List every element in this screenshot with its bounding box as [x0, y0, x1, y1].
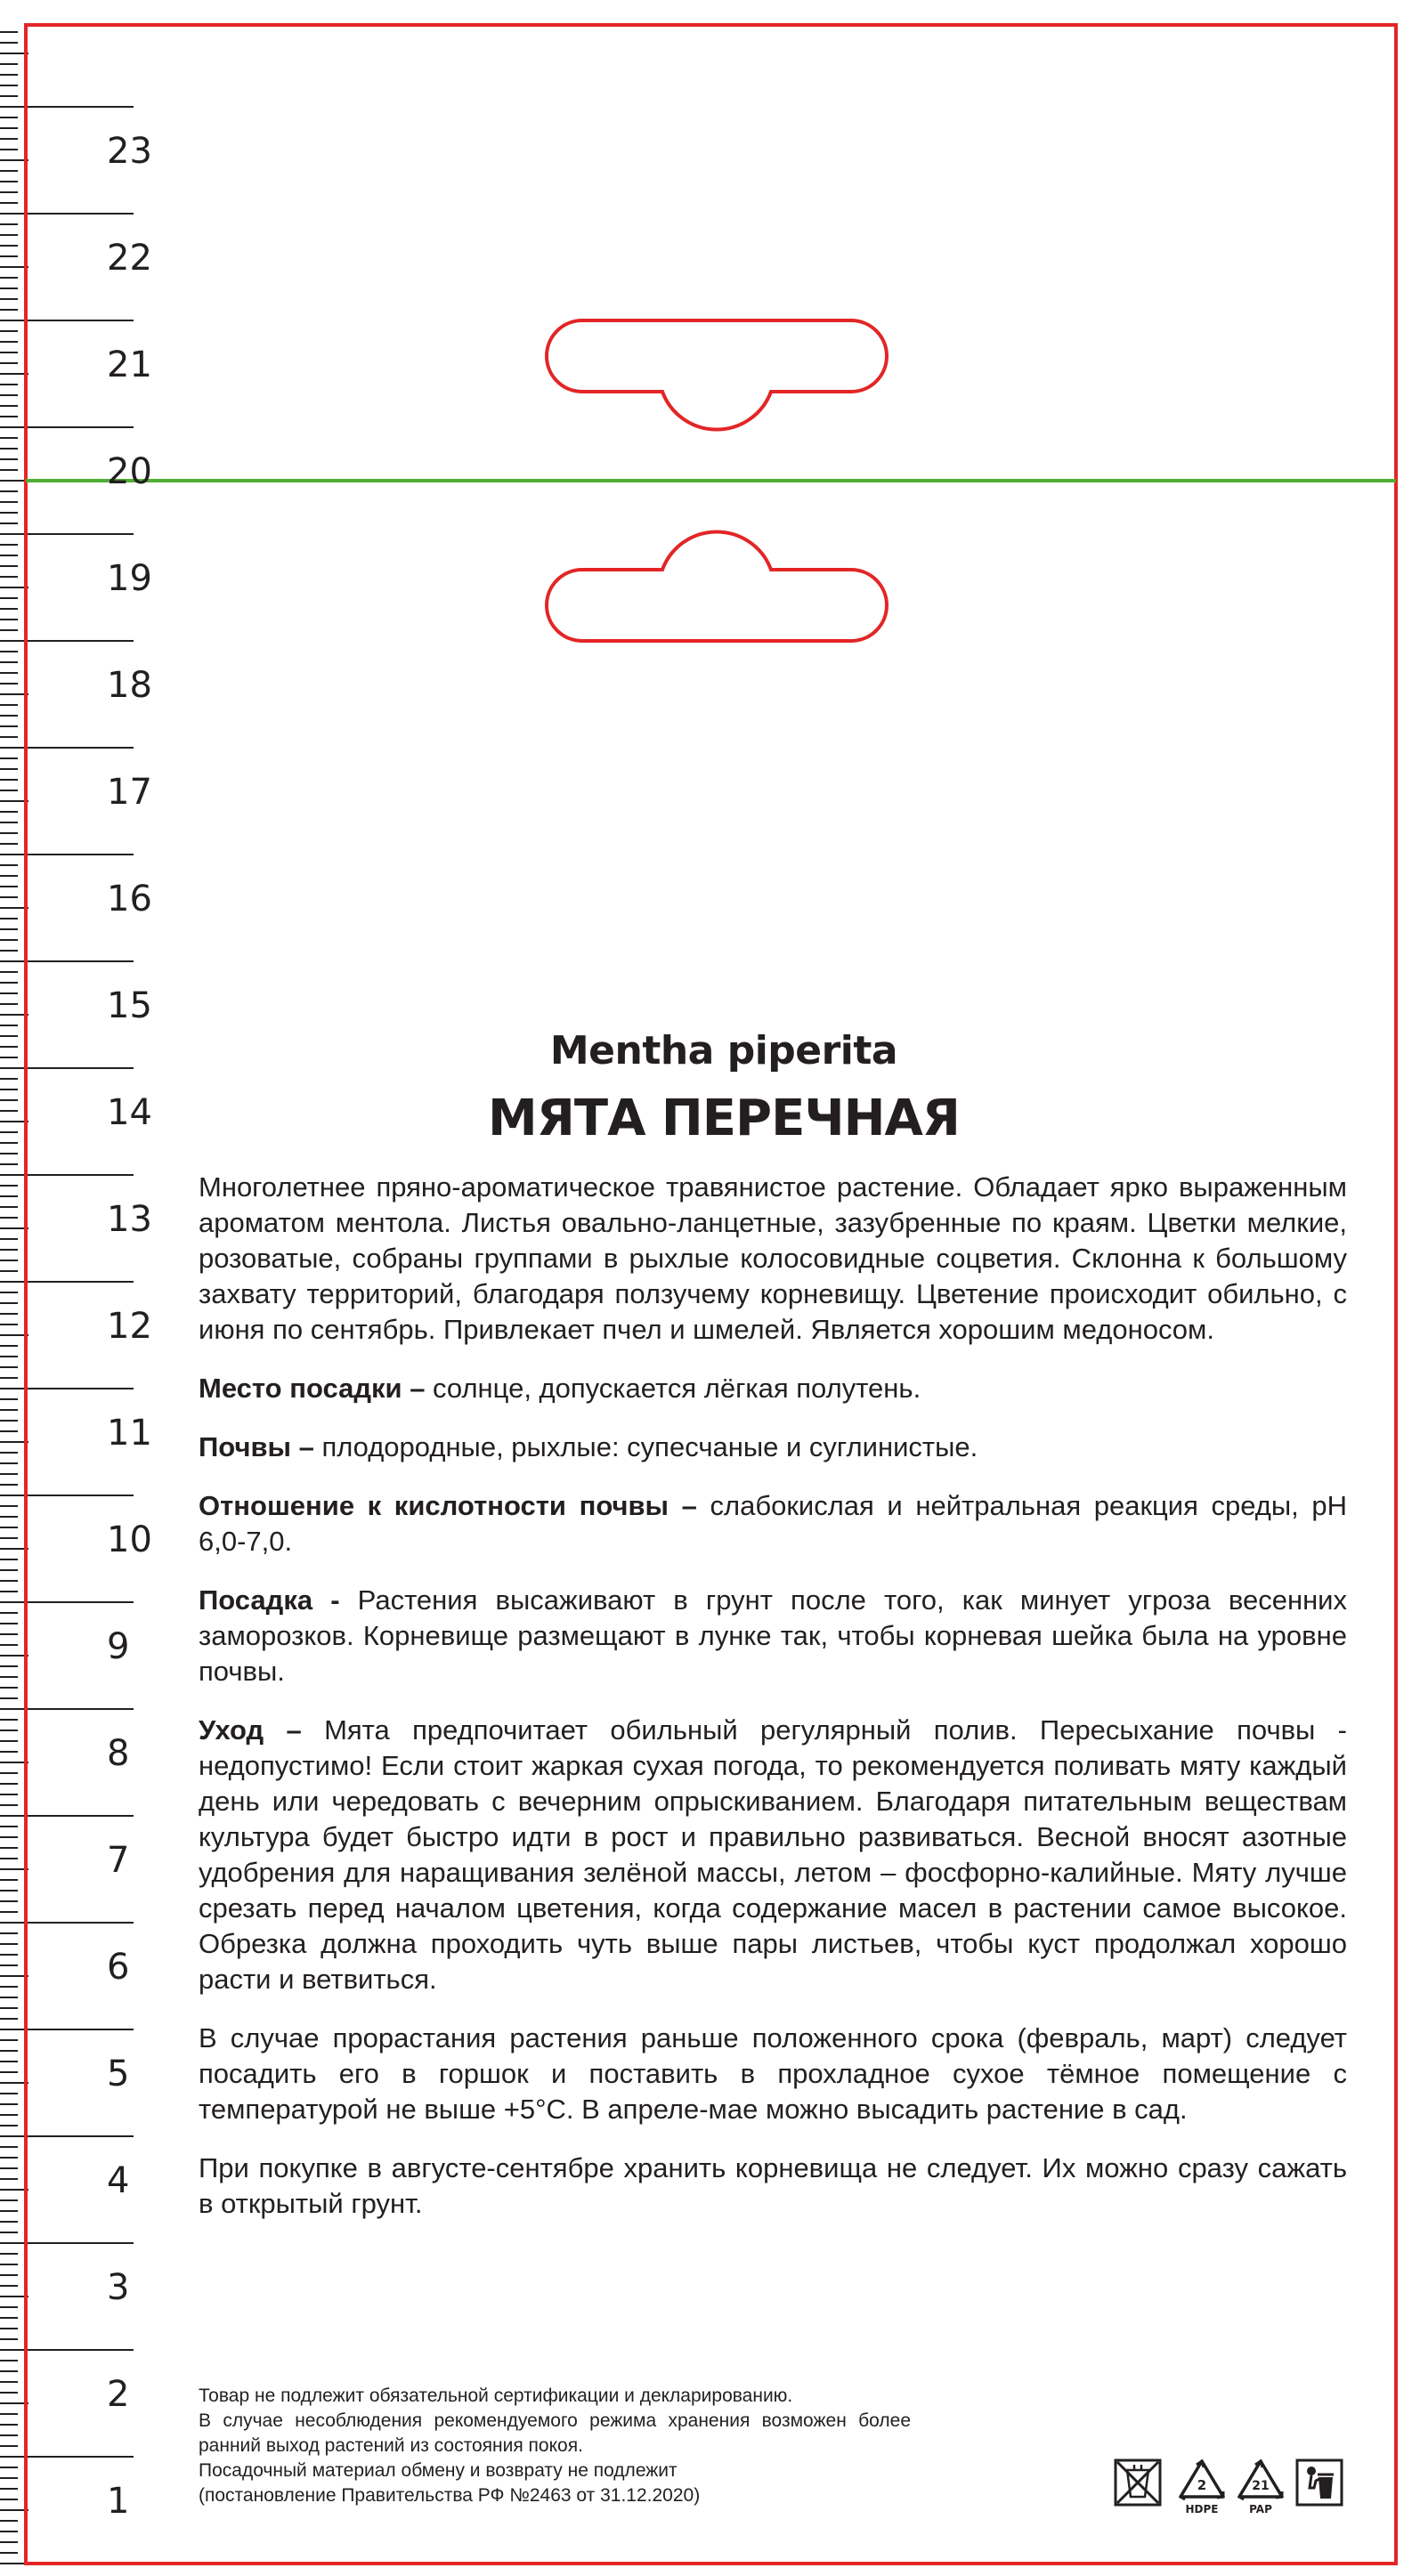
hang-slot-upper [547, 320, 887, 430]
product-title: МЯТА ПЕРЕЧНАЯ [488, 1090, 960, 1147]
acidity-paragraph [199, 1488, 1347, 1559]
pap-number: 21 [1252, 2479, 1270, 2493]
recycle-hdpe-icon [1177, 2458, 1227, 2516]
ruler-number: 19 [107, 558, 152, 599]
ruler-number: 15 [107, 985, 152, 1026]
no-food-contact-icon [1113, 2458, 1163, 2516]
ruler-number: 9 [107, 1626, 130, 1667]
soil-paragraph [199, 1430, 1347, 1465]
location-text: солнце, допускается лёгкая полутень. [425, 1373, 921, 1404]
ruler-number: 4 [107, 2160, 130, 2201]
recycle-pap-icon [1236, 2458, 1286, 2516]
intro-paragraph: Многолетнее пряно-ароматическое травянистое растение. Обладает ярко выраженным ароматом ментола. Листья овально-ланцетные, зазубренные по краям. Цветки мелкие, розоватые, собраны группами в рыхлые колосовидные соцветия. Склонна к большому захвату территорий, благодаря ползучему корневищу. Цветение происходит обильно, с июня по сентябрь. Привлекает пчел и шмелей. Является хорошим медоносом. [199, 1171, 1347, 1345]
latin-name: Mentha piperita [549, 1028, 898, 1073]
planting-paragraph [199, 1583, 1347, 1689]
footer-line-exchange: Посадочный материал обмену и возврату не подлежит [199, 2460, 678, 2481]
ruler-number: 23 [107, 131, 152, 172]
ruler-number: 16 [107, 879, 152, 919]
ruler-number: 17 [107, 772, 152, 813]
location-label: Место посадки – [199, 1373, 426, 1404]
ruler-number: 8 [107, 1733, 130, 1774]
ruler-number: 1 [107, 2481, 130, 2522]
care-paragraph [199, 1713, 1347, 1997]
acidity-label: Отношение к кислотности почвы – [199, 1490, 697, 1521]
ruler-number: 12 [107, 1306, 152, 1347]
planting-text: Растения высаживают в грунт после того, как минует угроза весенних заморозков. Корневище размещают в лунке так, чтобы корневая шейка была на уровне почвы. [199, 1584, 1348, 1687]
ruler-number: 13 [107, 1199, 152, 1240]
footer-line-storage: В случае несоблюдения рекомендуемого режима хранения возможен более ранний выход растений из состояния покоя. [199, 2410, 911, 2456]
footer-line-decree: (постановление Правительства РФ №2463 от 31.12.2020) [199, 2485, 701, 2506]
ruler-number: 6 [107, 1947, 130, 1988]
ruler-number: 14 [107, 1092, 152, 1133]
soil-label: Почвы – [199, 1431, 314, 1462]
ruler-number: 2 [107, 2374, 130, 2415]
soil-text: плодородные, рыхлые: супесчаные и суглинистые. [313, 1431, 978, 1462]
ruler-number: 11 [107, 1413, 152, 1454]
ruler-number: 21 [107, 344, 152, 385]
ruler-number: 7 [107, 1840, 130, 1881]
location-paragraph [199, 1371, 1347, 1406]
hdpe-label: HDPE [1185, 2503, 1219, 2515]
care-text: Мята предпочитает обильный регулярный полив. Пересыхание почвы - недопустимо! Если стоит жаркая сухая погода, то рекомендуется поливать мяту каждый день или чередовать с вечерним опрыскиванием. Благодаря питательным веществам культура будет быстро идти в рост и правильно развиваться. Весной вносят азотные удобрения для наращивания зелёной массы, летом – фосфорно-калийные. Мяту лучше срезать перед началом цветения, когда содержание масел в растении самое высокое. Обрезка должна проходить чуть выше пары листьев, чтобы куст продолжал хорошо расти и ветвиться. [199, 1714, 1347, 1995]
ruler-number: 10 [107, 1519, 152, 1560]
planting-label: Посадка - [199, 1584, 340, 1616]
ruler-number: 20 [107, 451, 152, 492]
ruler-number: 3 [107, 2267, 130, 2308]
ruler-number: 5 [107, 2054, 130, 2094]
sprouting-paragraph: В случае прорастания растения раньше положенного срока (февраль, март) следует посадить его в горшок и поставить в прохладное сухое тёмное помещение с температурой не выше +5°C. В апреле-мае можно высадить растение в сад. [199, 2022, 1347, 2125]
acidity-text: слабокислая и нейтральная реакция среды, pH 6,0-7,0. [199, 1490, 1348, 1557]
ruler-number: 18 [107, 665, 152, 706]
ruler-number: 22 [107, 238, 152, 279]
hdpe-number: 2 [1197, 2477, 1207, 2493]
legal-footer [199, 2384, 911, 2508]
description-body [199, 1170, 1347, 2245]
footer-line-certification: Товар не подлежит обязательной сертификации и декларированию. [199, 2386, 793, 2406]
hang-slot-lower [547, 531, 887, 641]
trash-bin-icon [1294, 2458, 1344, 2516]
care-label: Уход – [199, 1714, 302, 1746]
purchase-paragraph: При покупке в августе-сентябре хранить корневища не следует. Их можно сразу сажать в открытый грунт. [199, 2152, 1347, 2219]
pap-label: PAP [1249, 2503, 1272, 2515]
